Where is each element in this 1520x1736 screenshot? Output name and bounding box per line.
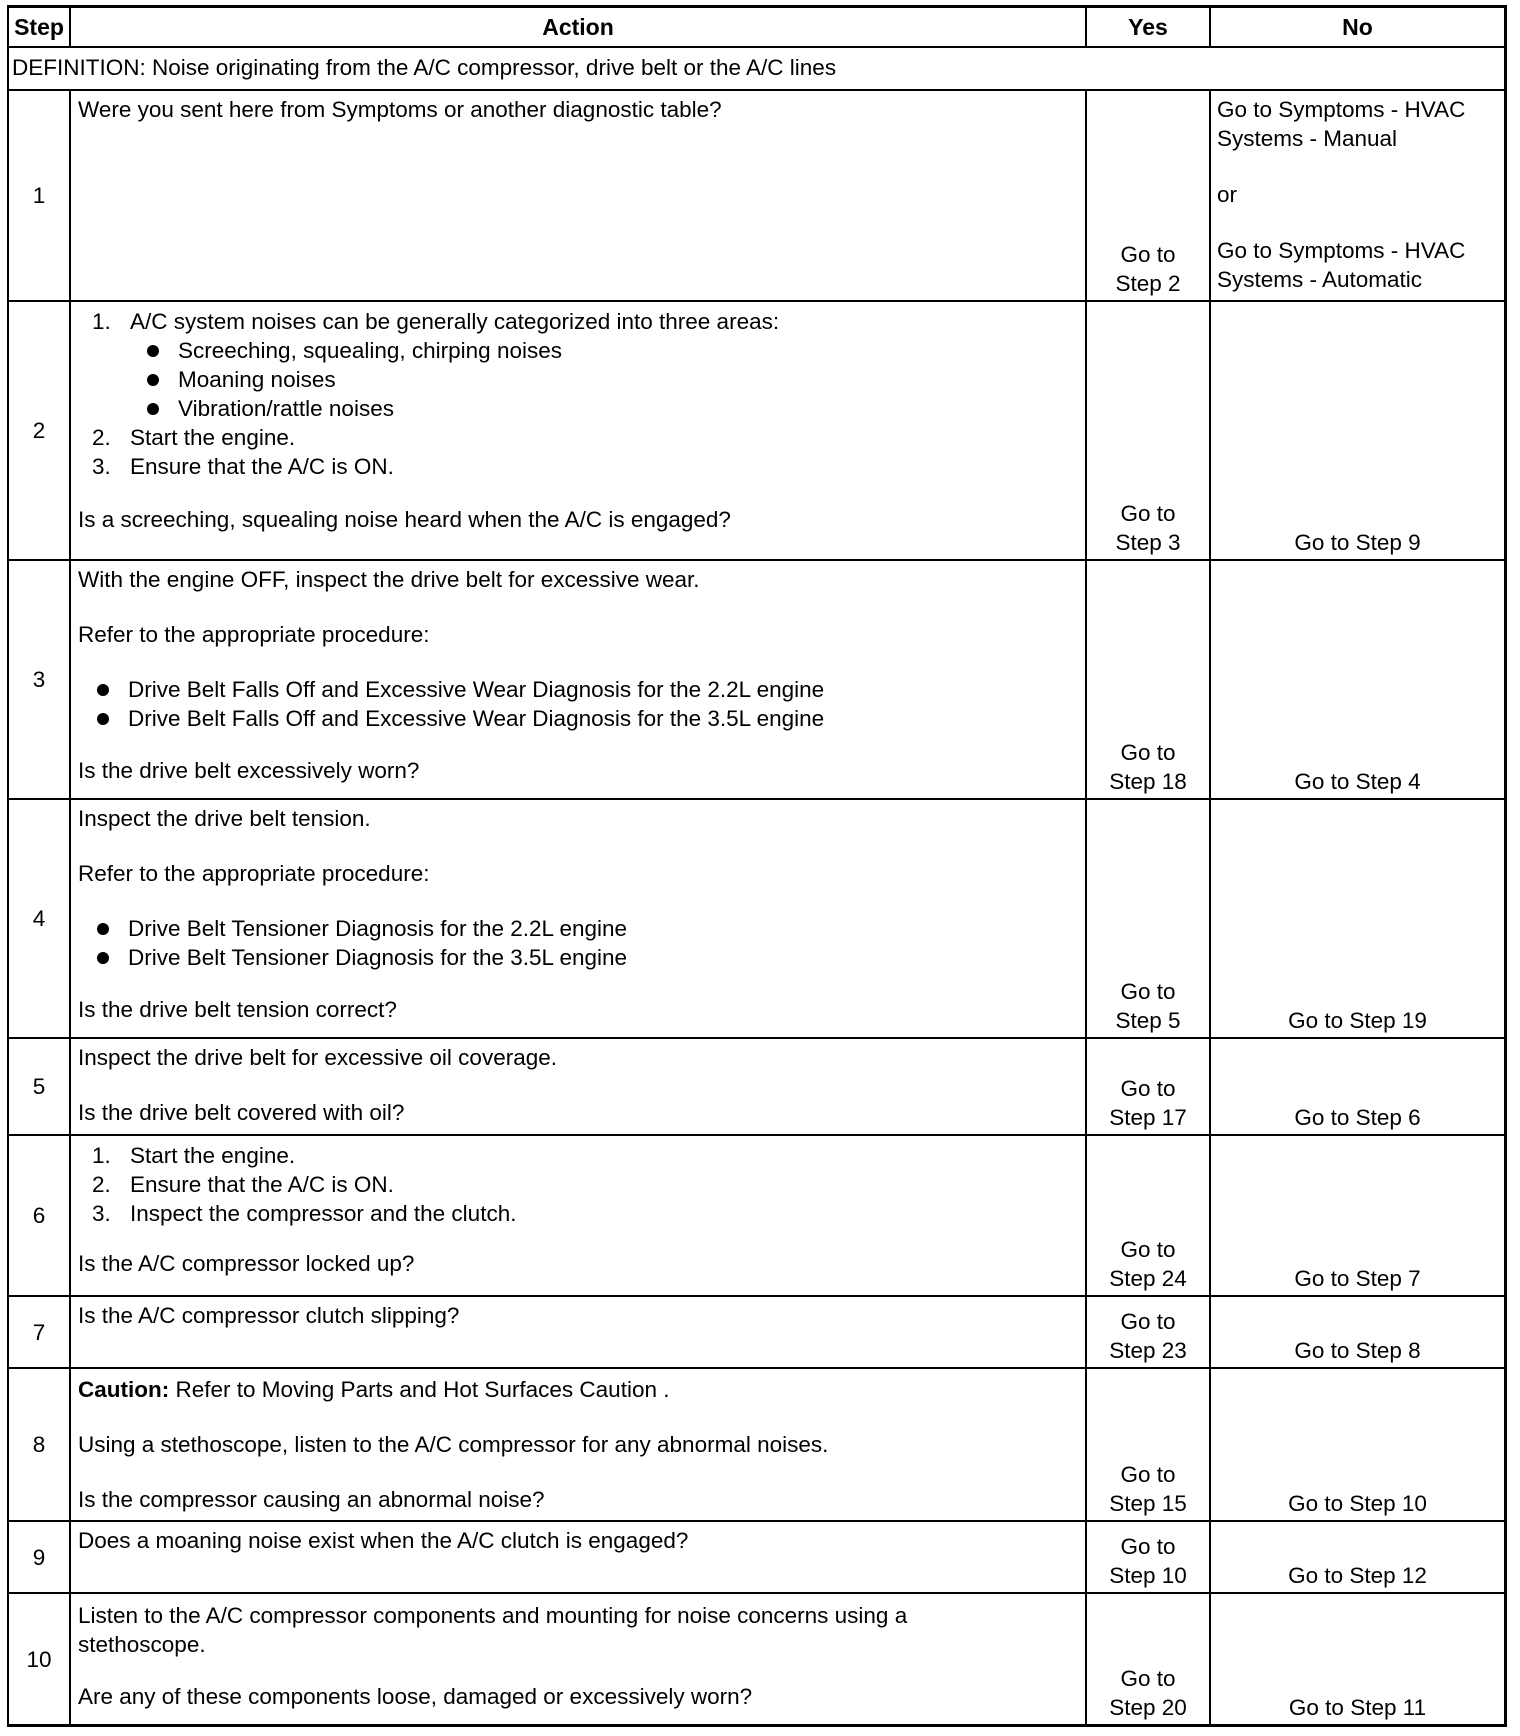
yes-cell	[1087, 1136, 1209, 1295]
no-cell	[1211, 1297, 1504, 1367]
list-item	[78, 394, 1079, 423]
no-line: Go to Step 4	[1294, 769, 1421, 794]
action-lead: Using a stethoscope, listen to the A/C compressor for any abnormal noises.	[78, 1432, 829, 1457]
list-item	[78, 452, 1079, 481]
diagnostic-table	[7, 5, 1507, 1727]
yes-line: Go to	[1120, 979, 1176, 1004]
yes-line: Go to	[1120, 1462, 1176, 1487]
action-lead-line: stethoscope.	[78, 1632, 206, 1657]
step-number: 2	[32, 418, 46, 443]
table-border-right	[1504, 5, 1507, 1727]
item-number: 1.	[92, 309, 111, 334]
caution-label: Caution:	[78, 1377, 170, 1402]
action-cell	[71, 1297, 1085, 1367]
action-lead: Inspect the drive belt tension.	[78, 806, 371, 831]
action-question: Were you sent here from Symptoms or another diagnostic table?	[78, 97, 722, 122]
yes-line: Step 23	[1109, 1338, 1187, 1363]
item-text: Ensure that the A/C is ON.	[130, 454, 394, 479]
yes-cell	[1087, 1522, 1209, 1592]
item-number: 3.	[92, 1201, 111, 1226]
no-line: Go to Step 7	[1294, 1266, 1421, 1291]
no-line: Systems - Manual	[1217, 126, 1398, 151]
numbered-list	[78, 307, 1079, 336]
yes-cell	[1087, 800, 1209, 1037]
step-number: 7	[32, 1319, 46, 1345]
step-number: 5	[32, 1074, 46, 1099]
step-number: 3	[32, 667, 46, 692]
list-item	[78, 1141, 1079, 1170]
yes-cell	[1087, 561, 1209, 798]
no-cell	[1211, 1039, 1504, 1134]
no-cell	[1211, 1369, 1504, 1520]
action-question: Is the compressor causing an abnormal noise?	[78, 1487, 545, 1512]
yes-line: Go to	[1120, 1237, 1176, 1262]
no-line: Go to Symptoms - HVAC	[1217, 238, 1466, 263]
no-cell	[1211, 1522, 1504, 1592]
list-item	[78, 307, 1079, 336]
step-number: 1	[32, 183, 46, 208]
bullet-list	[78, 336, 1079, 423]
yes-line: Step 3	[1115, 530, 1181, 555]
no-line: Go to Step 9	[1294, 530, 1421, 555]
no-line: Go to Step 12	[1288, 1563, 1427, 1588]
list-item	[78, 1170, 1079, 1199]
item-text: Ensure that the A/C is ON.	[130, 1172, 394, 1197]
header-action: Action	[542, 13, 614, 40]
no-cell	[1211, 1136, 1504, 1295]
step-number: 10	[26, 1646, 52, 1672]
no-cell	[1211, 302, 1504, 559]
yes-cell	[1087, 91, 1209, 300]
yes-line: Step 5	[1115, 1008, 1181, 1033]
header-no: No	[1342, 13, 1373, 40]
bullet-list	[78, 675, 1079, 733]
action-cell	[71, 1136, 1085, 1295]
item-number: 2.	[92, 1172, 111, 1197]
yes-cell	[1087, 1369, 1209, 1520]
no-line: Systems - Automatic	[1217, 267, 1423, 292]
action-question: Is the A/C compressor locked up?	[78, 1251, 415, 1276]
no-line: Go to Step 10	[1288, 1491, 1427, 1516]
action-question: Is the drive belt tension correct?	[78, 997, 397, 1022]
no-line: or	[1217, 182, 1238, 207]
yes-line: Go to	[1120, 1076, 1176, 1101]
bullet-icon	[147, 374, 159, 386]
yes-line: Step 2	[1115, 271, 1181, 296]
item-text: A/C system noises can be generally categorized into three areas:	[130, 309, 780, 334]
yes-cell	[1087, 1594, 1209, 1724]
action-question: Is the A/C compressor clutch slipping?	[78, 1303, 460, 1328]
list-item	[78, 675, 1079, 704]
bullet-icon	[97, 923, 109, 935]
yes-cell	[1087, 1297, 1209, 1367]
bullet-list	[78, 914, 1079, 972]
list-item	[78, 423, 1079, 452]
list-item	[78, 1199, 1079, 1228]
bullet-icon	[97, 684, 109, 696]
action-cell	[71, 1594, 1085, 1724]
header-yes: Yes	[1128, 13, 1168, 40]
action-cell	[71, 800, 1085, 1037]
step-number: 4	[32, 906, 46, 931]
no-line: Go to Symptoms - HVAC	[1217, 97, 1466, 122]
caution-line	[78, 1375, 1079, 1404]
action-cell	[71, 1369, 1085, 1520]
action-cell	[71, 91, 1085, 300]
numbered-list	[78, 423, 1079, 481]
item-text: Drive Belt Falls Off and Excessive Wear Diagnosis for the 2.2L engine	[128, 677, 825, 702]
no-line: Go to Step 19	[1288, 1008, 1427, 1033]
list-item	[78, 365, 1079, 394]
list-item	[78, 914, 1079, 943]
caution-text: Refer to Moving Parts and Hot Surfaces Caution .	[169, 1377, 670, 1402]
item-text: Vibration/rattle noises	[178, 396, 394, 421]
step-number: 6	[32, 1203, 46, 1228]
no-line: Go to Step 8	[1294, 1338, 1421, 1363]
header-step: Step	[14, 13, 64, 40]
item-number: 1.	[92, 1143, 111, 1168]
no-cell	[1211, 1594, 1504, 1724]
definition-text: DEFINITION: Noise originating from the A/C compressor, drive belt or the A/C lines	[12, 55, 837, 80]
action-cell	[71, 302, 1085, 559]
no-line: Go to Step 6	[1294, 1105, 1421, 1130]
item-number: 2.	[92, 425, 111, 450]
item-text: Screeching, squealing, chirping noises	[178, 338, 562, 363]
yes-line: Step 10	[1109, 1563, 1187, 1588]
action-question: Does a moaning noise exist when the A/C clutch is engaged?	[78, 1528, 689, 1553]
action-question: Is the drive belt excessively worn?	[78, 758, 420, 783]
yes-line: Go to	[1120, 740, 1176, 765]
action-lead: Inspect the drive belt for excessive oil coverage.	[78, 1045, 557, 1070]
yes-line: Go to	[1120, 1309, 1176, 1334]
no-cell	[1211, 91, 1504, 300]
step-number: 8	[32, 1432, 46, 1457]
table-border-bottom	[7, 1724, 1507, 1727]
yes-line: Step 20	[1109, 1695, 1187, 1720]
action-refer: Refer to the appropriate procedure:	[78, 622, 430, 647]
bullet-icon	[97, 952, 109, 964]
yes-line: Go to	[1120, 1534, 1176, 1559]
item-text: Start the engine.	[130, 1143, 296, 1168]
yes-line: Go to	[1120, 501, 1176, 526]
yes-cell	[1087, 302, 1209, 559]
bullet-icon	[97, 713, 109, 725]
item-text: Drive Belt Tensioner Diagnosis for the 2.2L engine	[128, 916, 628, 941]
action-lead-line: Listen to the A/C compressor components and mounting for noise concerns using a	[78, 1603, 908, 1628]
yes-line: Step 18	[1109, 769, 1187, 794]
item-text: Start the engine.	[130, 425, 296, 450]
item-text: Drive Belt Falls Off and Excessive Wear Diagnosis for the 3.5L engine	[128, 706, 825, 731]
list-item	[78, 336, 1079, 365]
action-cell	[71, 1522, 1085, 1592]
no-line: Go to Step 11	[1288, 1695, 1427, 1720]
yes-line: Step 17	[1109, 1105, 1187, 1130]
item-number: 3.	[92, 454, 111, 479]
action-question: Are any of these components loose, damaged or excessively worn?	[78, 1684, 753, 1709]
action-question: Is the drive belt covered with oil?	[78, 1100, 405, 1125]
action-lead: With the engine OFF, inspect the drive belt for excessive wear.	[78, 567, 700, 592]
bullet-icon	[147, 403, 159, 415]
action-refer: Refer to the appropriate procedure:	[78, 861, 430, 886]
action-cell	[71, 561, 1085, 798]
numbered-list	[78, 1141, 1079, 1228]
item-text: Moaning noises	[178, 367, 336, 392]
list-item	[78, 943, 1079, 972]
list-item	[78, 704, 1079, 733]
action-cell	[71, 1039, 1085, 1134]
no-cell	[1211, 561, 1504, 798]
yes-line: Step 15	[1109, 1491, 1187, 1516]
yes-line: Go to	[1120, 1666, 1176, 1691]
yes-line: Step 24	[1109, 1266, 1187, 1291]
bullet-icon	[147, 345, 159, 357]
item-text: Inspect the compressor and the clutch.	[130, 1201, 517, 1226]
no-cell	[1211, 800, 1504, 1037]
item-text: Drive Belt Tensioner Diagnosis for the 3.5L engine	[128, 945, 628, 970]
yes-cell	[1087, 1039, 1209, 1134]
action-question: Is a screeching, squealing noise heard when the A/C is engaged?	[78, 507, 731, 532]
step-number: 9	[32, 1544, 46, 1570]
yes-line: Go to	[1120, 242, 1176, 267]
